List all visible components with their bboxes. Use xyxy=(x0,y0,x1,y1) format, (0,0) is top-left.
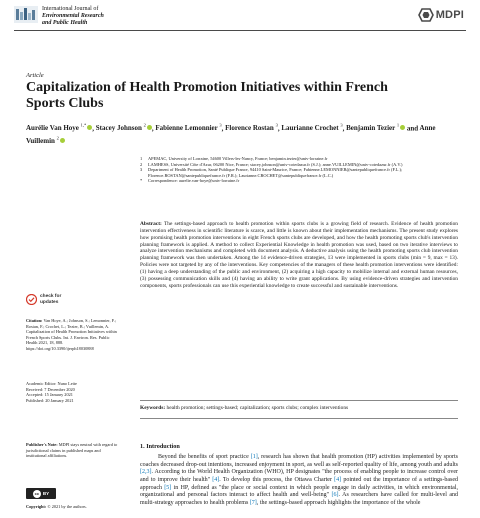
journal-line-2: Environmental Research xyxy=(42,13,104,19)
affiliation-number: 3 xyxy=(140,167,143,173)
check-for-updates[interactable] xyxy=(26,294,61,305)
reference-link[interactable]: [1] xyxy=(250,454,258,460)
accepted-date: Accepted: 15 January 2021 xyxy=(26,392,73,398)
cc-by-text: BY xyxy=(42,491,50,496)
reference-link[interactable]: [7] xyxy=(249,499,257,506)
abstract-divider xyxy=(140,400,458,401)
author-affiliation-sup: 3 xyxy=(219,123,222,128)
copyright xyxy=(26,504,118,510)
header-rule xyxy=(14,30,466,31)
citation-label: Citation: xyxy=(26,318,43,323)
affiliation-number: 1 xyxy=(140,156,143,161)
mdpi-hexagon-icon xyxy=(418,8,434,22)
affiliation xyxy=(140,178,460,184)
reference-link[interactable]: [2,3] xyxy=(140,469,152,476)
received-date: Received: 7 December 2020 xyxy=(26,386,75,392)
reference-link[interactable]: [4] xyxy=(334,476,342,483)
author-name: Benjamin Tezier $^1$ xyxy=(346,124,405,132)
author-affiliation-sup: 3 xyxy=(275,123,278,128)
updates-line-2: updates xyxy=(40,299,59,305)
affiliation-text: APEMAC, University of Lorraine, 54600 Villers-les-Nancy, France; benjamin.tezier@univ-lorraine.fr xyxy=(148,156,328,161)
author-affiliation-sup: 3 xyxy=(340,123,343,128)
citation-text: Van Hoye, A.; Johnson, S.; Lemonnier, F.; Rostan, F.; Crochet, L.; Tezier, B.; Vuillemin, A. Capitalization of Health Promotion Initiatives within French Sports Clubs. Int. J. Environ. Res. Public Health 2021, 18, 888. https://doi.org/10.3390/ijerph18030888 xyxy=(26,318,117,351)
affiliation-text: Correspondence: aurelie.van-hoye@univ-lorraine.fr xyxy=(148,178,240,184)
editor-dates xyxy=(26,381,118,403)
journal-name xyxy=(42,6,104,27)
publisher-note-text: MDPI stays neutral with regard to jurisdictional claims in published maps and institutional affiliations. xyxy=(26,442,118,459)
author-affiliation-sup: 1 xyxy=(396,123,400,128)
published-date: Published: 20 January 2021 xyxy=(26,397,74,403)
keywords-label: Keywords: xyxy=(140,405,166,411)
mdpi-logo xyxy=(418,8,464,22)
journal-line-1: International Journal of xyxy=(42,6,99,12)
affiliation-number: 2 xyxy=(140,161,143,167)
abstract-text: The settings-based approach to health promotion within sports clubs is a growing field of research. Evidence of health promotion intervention effectiveness in scientific literature is scarce, and little is known about their implementation mechanisms. The present study explores how promising health promotion interventions in eight French sports clubs are developed, and how the health promoting sports club's intervention planning framework is applied. A method to collect Experiential Knowledge in health promotion was used, based on two iterative interviews to analyze intervention mechanisms and completed with document analysis. A deductive analysis using the health promoting sports club intervention planning framework was then undertaken. Among the 14 evidence-driven strategies, 13 were implemented in sports clubs (min = 9, max = 13). Policies were not targeted by any of the interventions. Key competencies of the managers of these health promotion interventions were identified: (1) having a deep understanding of the public and environment, (2) acquiring a high capacity to mobilize internal and external human resources, (3) possessing communication skills and (4) having an ability to write grant applications. By using evidence-driven strategies and intervention components, sports professionals can use this experiential knowledge to create successful and sustainable interventions. xyxy=(140,221,458,289)
reference-link[interactable]: [4] xyxy=(212,476,220,483)
affiliation xyxy=(140,167,460,178)
abstract xyxy=(140,221,458,289)
check-for-updates-icon xyxy=(26,294,37,305)
author-name: Aurélie Van Hoye $^{1,*}$ xyxy=(26,124,92,132)
author-affiliation-sup: 2 xyxy=(143,123,146,128)
orcid-icon[interactable] xyxy=(147,125,152,130)
affiliation-number: * xyxy=(140,178,143,184)
intro-text: Beyond the benefits of sport practice [1], research has shown that health promotion (HP) activities implemented by sports coaches decreased drop-out intentions, increased enjoyment in sport, as well as self-reported quality of life, among youth and adults [2,3]. According to the World Health Organization (WHO), HP designates "the process of enabling people to increase control over and to improve their health" [4]. To develop this process, the Ottawa Charter [4] pointed out the importance of a settings-based approach [5] in HP, defined as "the place or social context in which people engage in daily activities, in which environmental, organizational and personal factors interact to affect health and well-being" [6]. As researchers have called for multi-level and multi-strategy approaches to health problems [7], the settings-based approach highlights the importance of the whole xyxy=(140,454,459,506)
article-type: Article xyxy=(26,72,44,79)
author-name: Anne Vuillemin $^2$ xyxy=(26,124,436,146)
reference-link[interactable]: [6] xyxy=(331,492,339,499)
orcid-icon[interactable] xyxy=(400,125,405,130)
orcid-icon[interactable] xyxy=(60,138,65,143)
keywords-divider xyxy=(140,418,458,419)
orcid-icon[interactable] xyxy=(87,125,92,130)
citation xyxy=(26,318,118,352)
author-name: Fabienne Lemonnier $^3$ xyxy=(155,123,222,133)
publisher-note xyxy=(26,442,118,459)
cc-icon: cc xyxy=(34,491,40,496)
author-name: Stacey Johnson $^2$ xyxy=(96,124,152,132)
affiliation-text: LAMHESS, Université Côte d'Azur, 06200 Nice, France; stacey.johnson@univ-cotedazur.fr (S.J.); anne.VUILLEMIN@univ-cotedazur.fr (A.V.) xyxy=(148,161,403,167)
academic-editor: Academic Editor: Nuno Leite xyxy=(26,381,77,386)
reference-link[interactable]: [5] xyxy=(164,484,172,491)
abstract-label: Abstract: xyxy=(140,221,162,227)
copyright-label: Copyright: xyxy=(26,504,47,509)
publisher-note-label: Publisher's Note: xyxy=(26,442,58,447)
journal-logo-icon xyxy=(14,6,38,23)
updates-line-1: check for xyxy=(40,294,62,300)
author-name: Laurianne Crochet $^3$ xyxy=(281,123,343,133)
keywords xyxy=(140,405,458,412)
affiliation-list xyxy=(140,156,460,184)
article-title: Capitalization of Health Promotion Initiatives within French Sports Clubs xyxy=(26,80,388,111)
cc-license-badge[interactable] xyxy=(26,488,56,499)
journal-line-3: and Public Health xyxy=(42,20,88,26)
author-affiliation-sup: 1,* xyxy=(80,123,87,128)
affiliation-text: Department of Health Promotion, Santé Publique France, 94410 Saint-Maurice, France; Fabienne.LEMONNIER@santepubliquefrance.fr (F.L.); Florence.ROSTAN@santepubliquefrance.fr (F.R.); Laurianne.CROCHET@santepubliquefrance.fr (L.C.) xyxy=(148,167,403,178)
author-affiliation-sup: 2 xyxy=(56,135,59,141)
author-name: Florence Rostan $^3$ xyxy=(225,123,278,133)
author-list: Aurélie Van Hoye $^{1,*}$ , Stacey Johnson $^2$ , Fabienne Lemonnier $^3$, Florence Rostan $^3$, Laurianne Crochet $^3$, Benjamin Tezier $^1$ and Anne Vuillemin $^2$ xyxy=(26,123,436,146)
keywords-text: health promotion; settings-based; capitalization; sports clubs; complex interventions xyxy=(166,405,349,411)
intro-heading: 1. Introduction xyxy=(140,443,180,450)
copyright-text: © 2021 by the authors. xyxy=(47,504,87,509)
publisher-name: MDPI xyxy=(435,9,464,21)
